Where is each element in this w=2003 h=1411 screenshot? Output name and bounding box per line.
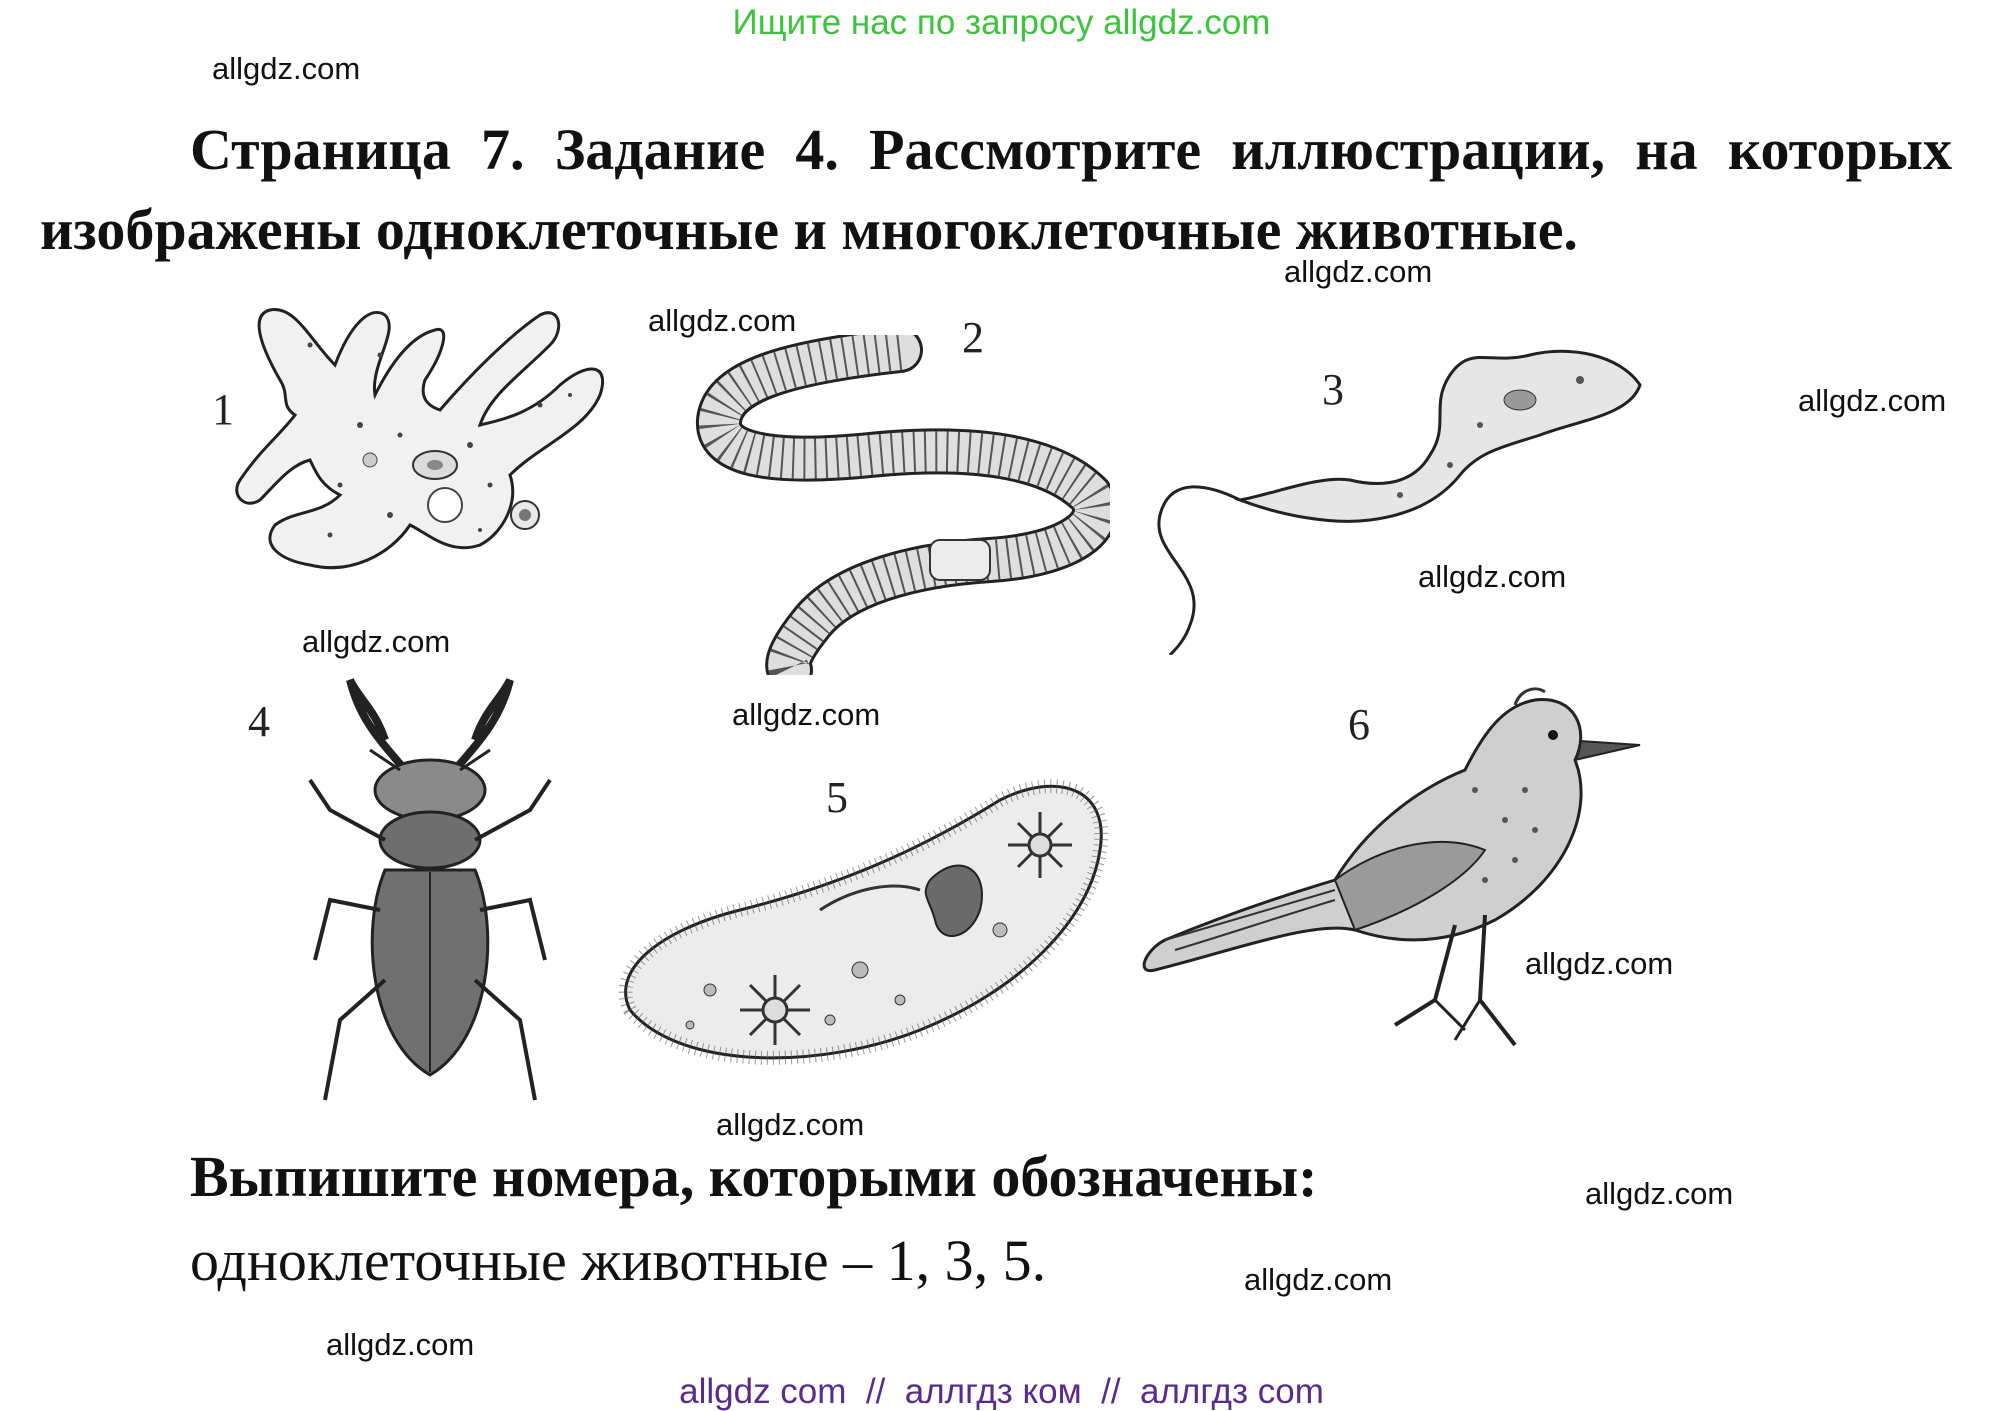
question-text: Выпишите номера, которыми обозначены: [190,1144,1318,1209]
lark-bird-icon [1135,680,1665,1090]
watermark-text: allgdz.com [1798,383,1947,418]
top-banner: Ищите нас по запросу allgdz.com [732,3,1271,42]
watermark-text: allgdz.com [1585,1176,1734,1211]
footer-links: allgdz com // аллгдз ком // аллгдз com [679,1372,1324,1411]
watermark-text: allgdz.com [648,303,797,338]
watermark-text: allgdz.com [1418,559,1567,594]
task-heading [40,110,1952,270]
figure-number-1: 1 [212,385,234,434]
watermark-text: allgdz.com [326,1327,475,1362]
stag-beetle-icon [290,660,570,1130]
figure-number-2: 2 [962,313,984,362]
watermark-text: allgdz.com [732,697,881,732]
figure-number-5: 5 [826,773,848,822]
figure-number-4: 4 [248,697,270,746]
watermark-text: allgdz.com [1284,254,1433,289]
watermark-text: allgdz.com [1525,946,1674,981]
amoeba-icon [220,285,620,615]
trypanosome-icon [1150,325,1670,655]
watermark-text: allgdz.com [1244,1262,1393,1297]
answer-text: одноклеточные животные – 1, 3, 5. [190,1228,1047,1293]
watermark-text: allgdz.com [212,51,361,86]
figure-number-3: 3 [1322,365,1344,414]
figure-number-6: 6 [1348,700,1370,749]
heading-line-1: Страница 7. Задание 4. Рассмотрите иллюстрации, на которых [190,117,1952,182]
earthworm-icon [690,335,1110,675]
watermark-text: allgdz.com [716,1107,865,1142]
heading-line-2: изображены одноклеточные и многоклеточные животные. [40,197,1578,262]
paramecium-icon [600,770,1120,1080]
watermark-text: allgdz.com [302,624,451,659]
